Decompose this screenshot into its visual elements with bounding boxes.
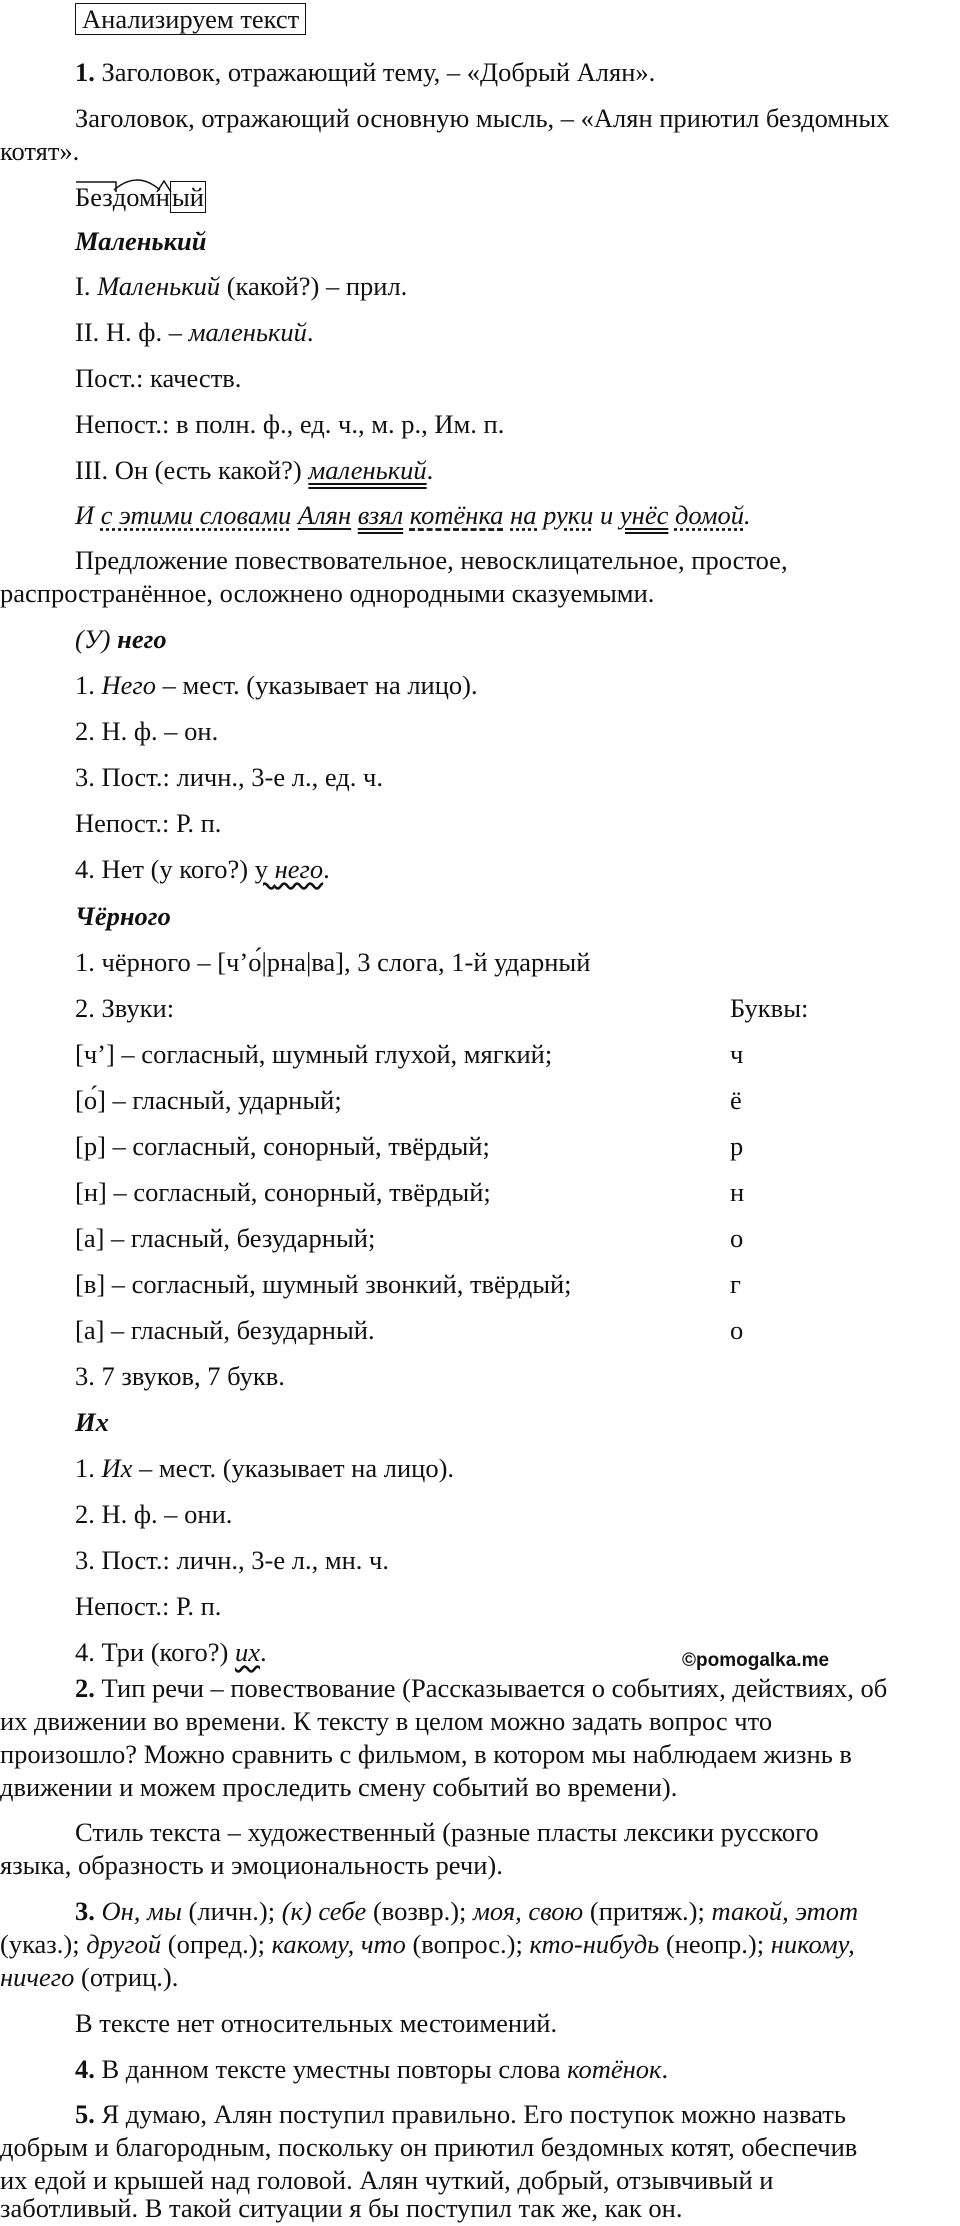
q2-line-2: их движении во времени. К тексту в целом можно задать вопрос что: [0, 1706, 773, 1736]
sound-row: [ч’] – согласный, шумный глухой, мягкий;: [75, 1039, 553, 1069]
sound-row: [о́] – гласный, ударный;: [75, 1085, 342, 1115]
ikh-line-3: 3. Пост.: личн., 3-е л., мн. ч.: [75, 1545, 390, 1575]
ikh-line-1: 1. Их – мест. (указывает на лицо).: [75, 1453, 455, 1483]
q5-line-4: заботливый. В такой ситуации я бы поступил так же, как он.: [0, 2193, 683, 2223]
predicate-1: взял: [357, 500, 404, 530]
q2-style-1: Стиль текста – художественный (разные пласты лексики русского: [75, 1817, 819, 1847]
q5-line-2: добрым и благородным, поскольку он приютил бездомных котят, обеспечив: [0, 2132, 858, 2162]
section-heading: [75, 2, 306, 36]
morpheme-parse: [75, 180, 206, 214]
q3-number: 3.: [75, 1896, 95, 1926]
malenkiy-line-4: Непост.: в полн. ф., ед. ч., м. р., Им. п.: [75, 409, 505, 439]
q3-note: В тексте нет относительных местоимений.: [75, 2008, 558, 2038]
nego-line-5: 4. Нет (у кого?) у него.: [75, 854, 330, 884]
malenkiy-line-2: II. Н. ф. – маленький.: [75, 317, 314, 347]
q5-number: 5.: [75, 2099, 95, 2129]
malenkiy-line-3: Пост.: качеств.: [75, 363, 242, 393]
q1-theme-text: Заголовок, отражающий тему, – «Добрый Алян».: [101, 57, 656, 87]
q2-line-4: движении и можем проследить смену событий во времени).: [0, 1772, 678, 1802]
suffix-mark-icon: [156, 178, 172, 194]
q1-idea-title: Заголовок, отражающий основную мысль, – «Алян приютил бездомных: [75, 103, 890, 133]
parsed-sentence: И с этими словами Алян взял котёнка на руки и унёс домой.: [75, 500, 751, 530]
word-title-malenkiy: Маленький: [75, 226, 207, 256]
word-title-ikh: Их: [75, 1407, 109, 1437]
morpheme-ending: ый: [171, 182, 204, 212]
watermark: ©pomogalka.me: [682, 1650, 830, 1671]
q2-line-1: 2. Тип речи – повествование (Рассказывается о событиях, действиях, об: [75, 1673, 888, 1703]
object: котёнка: [409, 500, 504, 530]
letter-cell: г: [730, 1269, 741, 1299]
q3-line-1: 3. Он, мы (личн.); (к) себе (возвр.); моя, свою (притяж.); такой, этот: [75, 1896, 859, 1926]
nego-line-4: Непост.: Р. п.: [75, 808, 222, 838]
nego-line-1: 1. Него – мест. (указывает на лицо).: [75, 670, 478, 700]
nego-line-3: 3. Пост.: личн., 3-е л., ед. ч.: [75, 762, 383, 792]
ikh-line-2: 2. Н. ф. – они.: [75, 1499, 233, 1529]
letter-cell: ё: [730, 1085, 742, 1115]
prefix-mark-icon: [75, 178, 117, 194]
sound-row: [а] – гласный, безударный;: [75, 1223, 376, 1253]
letter-cell: о: [730, 1223, 744, 1253]
q5-line-1: 5. Я думаю, Алян поступил правильно. Его поступок можно назвать: [75, 2099, 846, 2129]
word-title-nego: (У) него: [75, 624, 167, 654]
word-title-chernogo: Чёрного: [75, 901, 171, 931]
sentence-desc-2: распространённое, осложнено однородными сказуемыми.: [0, 578, 655, 608]
letter-cell: о: [730, 1315, 744, 1345]
letter-cell: ч: [730, 1039, 744, 1069]
root-arc-icon: [113, 176, 161, 192]
malenkiy-line-5: III. Он (есть какой?) маленький.: [75, 455, 434, 485]
q4-line: 4. В данном тексте уместны повторы слова котёнок.: [75, 2054, 669, 2084]
letters-label: Буквы:: [730, 993, 809, 1023]
sounds-label: 2. Звуки:: [75, 993, 175, 1023]
malenkiy-line-1: I. Маленький (какой?) – прил.: [75, 271, 408, 301]
q3-line-2: (указ.); другой (опред.); какому, что (вопрос.); кто-нибудь (неопр.); никому,: [0, 1929, 855, 1959]
q2-style-2: языка, образность и эмоциональность речи).: [0, 1850, 503, 1880]
chernogo-transcription: 1. чёрного – [ч’о́|рна|ва], 3 слога, 1-й ударный: [75, 947, 591, 977]
predicate-2: унёс: [619, 500, 669, 530]
subject: Алян: [297, 500, 352, 530]
q5-line-3: их едой и крышей над головой. Алян чуткий, добрый, отзывчивый и: [0, 2165, 774, 2195]
q4-number: 4.: [75, 2054, 95, 2084]
letter-cell: р: [730, 1131, 744, 1161]
q2-line-3: произошло? Можно сравнить с фильмом, в котором мы наблюдаем жизнь в: [0, 1739, 852, 1769]
q1-number: 1.: [75, 57, 95, 87]
adverbial-1: с этими словами: [100, 500, 292, 530]
morpheme-prefix: Без: [75, 180, 113, 214]
sound-row: [р] – согласный, сонорный, твёрдый;: [75, 1131, 490, 1161]
morpheme-suffix: н: [156, 180, 170, 214]
heading-box: Анализируем текст: [75, 3, 306, 35]
sentence-desc-1: Предложение повествовательное, невосклицательное, простое,: [75, 545, 788, 575]
q2-number: 2.: [75, 1673, 95, 1703]
adverbial-2: на руки: [510, 500, 594, 530]
sound-row: [а] – гласный, безударный.: [75, 1315, 375, 1345]
q3-line-3: ничего (отриц.).: [0, 1962, 179, 1992]
sound-row: [в] – согласный, шумный звонкий, твёрдый;: [75, 1269, 572, 1299]
q1-idea-title-cont: котят».: [0, 136, 80, 166]
q1-theme-title: [75, 55, 655, 89]
chernogo-total: 3. 7 звуков, 7 букв.: [75, 1361, 285, 1391]
adverbial-3: домой: [674, 500, 745, 530]
letter-cell: н: [730, 1177, 745, 1207]
ikh-line-5: 4. Три (кого?) их.: [75, 1637, 267, 1667]
nego-line-2: 2. Н. ф. – он.: [75, 716, 219, 746]
sound-row: [н] – согласный, сонорный, твёрдый;: [75, 1177, 491, 1207]
ikh-line-4: Непост.: Р. п.: [75, 1591, 222, 1621]
morpheme-root: дом: [113, 180, 156, 214]
